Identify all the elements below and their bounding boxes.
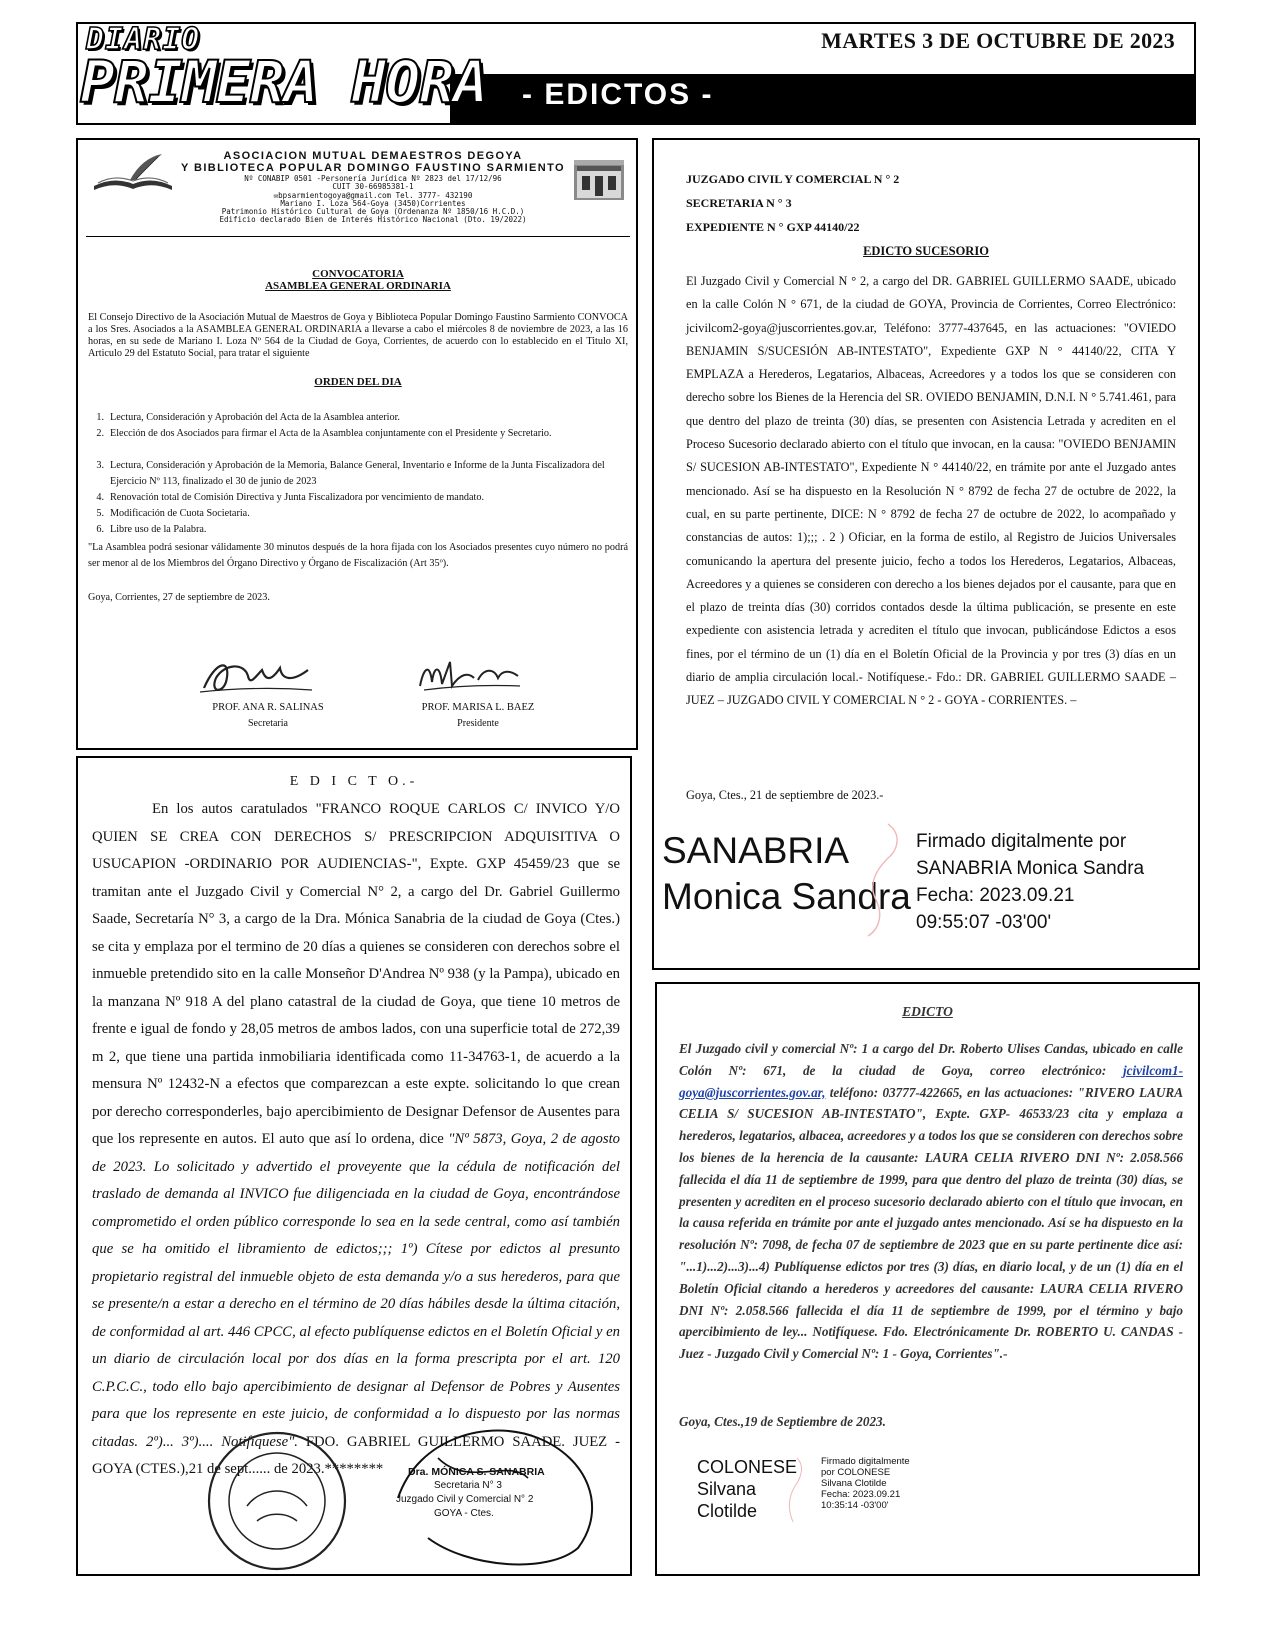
convocatoria-title: CONVOCATORIA (312, 268, 404, 280)
edicto-body-text: El Juzgado civil y comercial Nº: 1 a cargo del Dr. Roberto Ulises Candas, ubicado en calle Colón Nº: 671, de la ciudad de Goya, correo electrónico: (679, 1041, 1183, 1078)
signature-salinas (196, 656, 316, 698)
signature-detail: por COLONESE (821, 1467, 891, 1478)
edicto-body-text: teléfono: 03777-422665, en las actuaciones: "RIVERO LAURA CELIA S/ SUCESION AB-INTESTATO", Expte. GXP- 46533/23 cita y emplaza a herederos, legatarios, albacea, acreedores y a todos los que se consideren con derechos sobre los bienes de la herencia de la causante: LAURA CELIA RIVERO DNI Nº: 2.058.566 fallecida el día 11 de septiembre de 1999, para que dentro del plazo de treinta (30) días, se presenten y acrediten en el proceso sucesorio declarado abierto con el título que invocan, en la causa referida en trámite por ante el juzgado antes mencionado. Así se ha dispuesto en la resolución Nº: 7098, de fecha 07 de septiembre de 2023 que en su parte pertinente dice así: "...1)...2)...3)...4) Publíquense edictos por tres (3) días, en diario local, y de un (1) día en el Boletín Oficial citando a herederos y acreedores del causante: LAURA CELIA RIVERO DNI Nº: 2.058.566 fallecida el día 11 de septiembre de 1999, por el término y bajo apercibimiento de ley... Notifíquese. Fdo. Electrónicamente Dr. ROBERTO U. CANDAS - Juez - Juzgado Civil y Comercial Nº: 1 - Goya, Corrientes".- (679, 1084, 1184, 1362)
signer1-role: Secretaria (248, 718, 288, 729)
seal-name: Dra. MÓNICA S. SANABRIA (408, 1466, 545, 1478)
edicto-signoff: FDO. GABRIEL GUILLERMO SAADE. JUEZ - GOYA (CTES.),21 de sept...... de 2023.******** (92, 1433, 620, 1477)
court-stamp-icon (202, 1426, 352, 1576)
org-name-line1: ASOCIACION MUTUAL DEMAESTROS DEGOYA (223, 150, 523, 162)
signature-name-line1: SANABRIA (662, 830, 850, 871)
agenda-item: 3. Lectura, Consideración y Aprobación de la Memoria, Balance General, Inventario e Informe de la Junta Fiscalizadora del Ejercicio Nº 113, finalizado el 30 de junio de 2023 (96, 460, 605, 487)
org-name-line2: Y BIBLIOTECA POPULAR DOMINGO FAUSTINO SARMIENTO (181, 162, 565, 174)
edicto-body-text: En los autos caratulados "FRANCO ROQUE CARLOS C/ INVICO Y/O QUIEN SE CREA CON DERECHOS S/ PRESCRIPCION ADQUISITIVA O USUCAPION -ORDINARIO POR AUDIENCIAS-", Expte. GXP 45459/23 que se tramitan ante el Juzgado Civil y Comercial N° 2, a cargo del Dr. Gabriel Guillermo Saade, Secretaría N° 3, a cargo de la Dra. Mónica Sanabria de la ciudad de Goya (Ctes.) se cita y emplaza por el termino de 20 días a quienes se consideren con derechos sobre el inmueble pretendido sito en la calle Monseñor D'Andrea Nº 938 (y la Pampa), ubicado en la manzana Nº 918 A del plano catastral de la ciudad de Goya, que tiene 10 metros de frente e igual de fondo y 28,05 metros de ambos lados, con una superficie total de 272,39 m 2, que tiene una partida inmobiliaria identificada como 11-34763-1, de acuerdo a la mensura Nº 12432-N a efectos que comparezcan a este expte. solicitando lo que crean por derecho corresponderles, bajo apercibimiento de Designar Defensor de Ausentes para que los represente en autos. El auto que así lo ordena, dice (92, 801, 620, 1147)
signature-name-line2: Monica Sandra (662, 876, 911, 917)
edicto-body (92, 796, 620, 1484)
org-info-line: Edificio declarado Bien de Interés Histórico Nacional (Dto. 19/2022) (219, 215, 527, 224)
edicto-title: EDICTO (902, 1004, 953, 1019)
signature-name-line2: Silvana (697, 1479, 757, 1499)
seal-role: GOYA - Ctes. (434, 1508, 494, 1519)
signer2-role: Presidente (457, 718, 499, 729)
signature-date: Fecha: 2023.09.21 (821, 1489, 901, 1500)
divider (86, 236, 630, 237)
agenda-item: 1. Lectura, Consideración y Aprobación del Acta de la Asamblea anterior. (96, 412, 400, 423)
place-date: Goya, Ctes., 21 de septiembre de 2023.- (686, 788, 884, 802)
signature-watermark-icon (783, 1456, 807, 1526)
agenda-item: 4. Renovación total de Comisión Directiva y Junta Fiscalizadora por vencimiento de mandato. (96, 492, 485, 503)
asamblea-title: ASAMBLEA GENERAL ORDINARIA (265, 280, 451, 292)
edicto-title: EDICTO SUCESORIO (863, 244, 989, 258)
signature-name-line1: COLONESE (697, 1457, 798, 1477)
notice-edicto-rivero (655, 982, 1200, 1576)
seal-role: Juzgado Civil y Comercial N° 2 (396, 1494, 534, 1505)
signature-time: 09:55:07 -03'00' (916, 912, 1052, 933)
edicto-title: E D I C T O.- (289, 774, 419, 789)
signature-time: 10:35:14 -03'00' (821, 1500, 889, 1511)
signer2-name: PROF. MARISA L. BAEZ (421, 702, 535, 713)
court-name: JUZGADO CIVIL Y COMERCIAL N ° 2 (686, 172, 900, 186)
digital-signature (697, 1456, 997, 1556)
signature-name-line3: Clotilde (697, 1501, 758, 1521)
logo-primera-hora: PRIMERA HORA (80, 48, 488, 116)
signature-detail: SANABRIA Monica Sandra (916, 858, 1145, 879)
notice-asamblea (76, 138, 638, 750)
place-date: Goya, Ctes.,19 de Septiembre de 2023. (679, 1414, 886, 1429)
digital-signature (654, 820, 1198, 970)
signer1-name: PROF. ANA R. SALINAS (212, 702, 324, 713)
issue-date: MARTES 3 DE OCTUBRE DE 2023 (821, 28, 1175, 53)
signature-detail: Silvana Clotilde (821, 1478, 887, 1489)
org-info-line: Nº CONABIP 0501 -Personería Jurídica Nº 2823 del 17/12/96 (244, 174, 502, 183)
seal-role: Secretaria N° 3 (434, 1480, 502, 1491)
signature-detail: Firmado digitalmente por (916, 831, 1127, 852)
convocatoria-intro: El Consejo Directivo de la Asociación Mutual de Maestros de Goya y Biblioteca Popular Domingo Faustino Sarmiento CONVOCA a los Sres. Asociados a la ASAMBLEA GENERAL ORDINARIA a llevarse a cabo el miércoles 8 de noviembre de 2023, a las 16 horas, en su sede de Mariano I. Loza Nº 564 de la Ciudad de Goya, Corrientes, de acuerdo con lo establecido en el Titulo XI, Articulo 29 del Estatuto Social, para tratar el siguiente (88, 312, 628, 359)
org-info-line: CUIT 30-66985381-1 (332, 182, 414, 191)
signature-baez (414, 656, 524, 696)
court-email-link[interactable]: jcivilcom1-goya@juscorrientes.gov.ar, (679, 1062, 1184, 1100)
building-photo-icon (574, 160, 624, 200)
org-info-line: Mariano I. Loza 564-Goya (3450)Corrientes (280, 199, 466, 208)
orden-del-dia-title: ORDEN DEL DIA (314, 376, 402, 388)
place-date: Goya, Corrientes, 27 de septiembre de 2023. (88, 592, 270, 603)
quorum-note: "La Asamblea podrá sesionar válidamente 30 minutos después de la hora fijada con los Asociados presentes cuyo número no podrá ser menor al de los Miembros del Órgano Directivo y Órgano de Fiscalización (Art 35º). (88, 542, 628, 569)
edicto-body: El Juzgado Civil y Comercial N ° 2, a cargo del DR. GABRIEL GUILLERMO SAADE, ubicado en la calle Colón N ° 671, de la ciudad de GOYA, Provincia de Corrientes, Correo Electrónico: jcivilcom2-goya@juscorrientes.gov.ar, Teléfono: 3777-437645, en las actuaciones: "OVIEDO BENJAMIN S/SUCESIÓN AB-INTESTATO", Expediente GXP N ° 44140/22, CITA Y EMPLAZA a Herederos, Legatarios, Albaceas, Acreedores y a todos los que se consideren con derecho sobre los Bienes de la Herencia del SR. OVIEDO BENJAMIN, D.N.I. N ° 5.741.461, para que dentro del plazo de treinta (30) días, se presenten con Asistencia Letrada y acrediten en el Proceso Sucesorio declarado abierto con el título que invocan, en la causa: "OVIEDO BENJAMIN S/ SUCESION AB-INTESTATO", Expediente N ° 44140/22, en trámite por ante el Juzgado antes mencionado. Así se ha dispuesto en la Resolución N ° 8792 de fecha 27 de octubre de 2022, la cual, en su parte pertinente, DICE: N ° 8792 de fecha 27 de octubre de 2022, lo acompañado y constancias de autos: 1);;; . 2 ) Oficiar, en la forma de estilo, al Registro de Juicios Universales comunicando la apertura del presente juicio, fecho a todos los Herederos, Legatarios, Albaceas, Acreedores y a quienes se consideren con derecho a los bienes dejados por el causante, para que en el plazo de treinta días (30) corridos contados desde la última publicación, se presente en este expediente con asistencia letrada y acrediten el título que invocan, publicándose Edictos a esos fines, por el término de un (1) día en el Boletín Oficial de la Provincia y por tres (3) días en un diario de amplia circulación local.- Notifíquese.- Fdo.: DR. GABRIEL GUILLERMO SAADE – JUEZ – JUZGADO CIVIL Y COMERCIAL N ° 2 - GOYA - CORRIENTES. – (686, 274, 1176, 708)
signature-date: Fecha: 2023.09.21 (916, 885, 1075, 906)
agenda-item: 6. Libre uso de la Palabra. (96, 524, 207, 535)
signature-detail: Firmado digitalmente (821, 1456, 910, 1467)
secretaria: SECRETARIA N ° 3 (686, 196, 792, 210)
agenda-item: 2. Elección de dos Asociados para firmar el Acta de la Asamblea conjuntamente con el Presidente y Secretario. (96, 428, 552, 439)
agenda-item: 5. Modificación de Cuota Societaria. (96, 508, 250, 519)
section-title: - EDICTOS - (522, 78, 714, 111)
book-quill-icon (90, 152, 176, 192)
expediente: EXPEDIENTE N ° GXP 44140/22 (686, 220, 860, 234)
edicto-body (679, 1038, 1183, 1365)
logo-diario: DIARIO (86, 22, 201, 57)
notice-edicto-usucapion (76, 756, 632, 1576)
org-letterhead (88, 148, 628, 226)
org-info-line: Patrimonio Histórico Cultural de Goya (Ordenanza Nº 1850/16 H.C.D.) (221, 207, 525, 216)
notice-edicto-sucesorio (652, 138, 1200, 970)
org-info-line: ✉bpsarmientogoya@gmail.com Tel. 3777- 432190 (273, 191, 473, 200)
signature-watermark-icon (854, 820, 914, 940)
edicto-quoted-order: "Nº 5873, Goya, 2 de agosto de 2023. Lo solicitado y advertido el proveyente que la cédula de notificación del traslado de demanda al INVICO fue diligenciada en la ciudad de Goya, encontrándose comprometido el orden público corresponde lo sea en la sede central, como así también que se ha omitido el libramiento de edictos;;; 1º) Cítese por edictos al presunto propietario registral del inmueble objeto de esta demanda y/o a sus herederos, para que se presente/n a estar a derecho en el término de 20 días hábiles desde la última citación, de conformidad al art. 446 CPCC, al efecto publíquense edictos en el Boletín Oficial y en un diario de circulación local por dos días en la forma prescripta por el art. 120 C.P.C.C., todo ello bajo apercibimiento de designar al Defensor de Pobres y Ausentes para que los represente en este juicio, de conformidad a lo dispuesto por las normas citadas. 2º)... 3º).... Notifíquese". (92, 1131, 621, 1450)
